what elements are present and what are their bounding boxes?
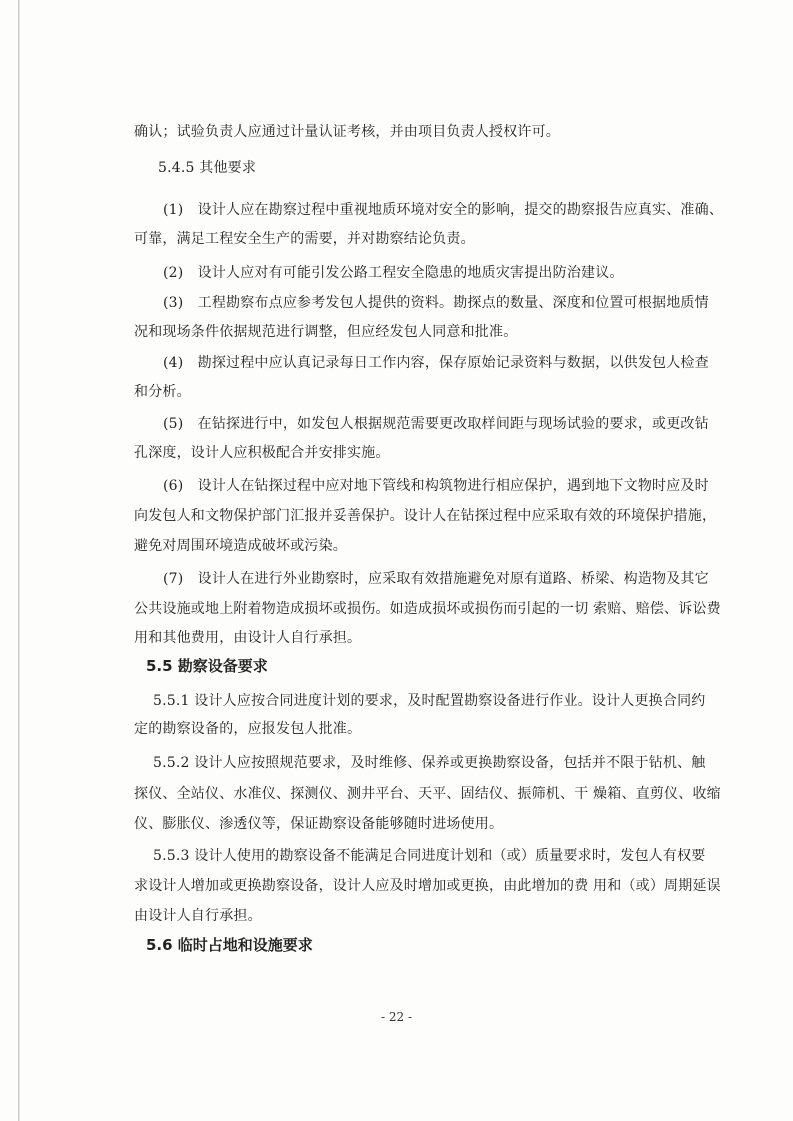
text-line: 况和现场条件依据规范进行调整，但应经发包人同意和批准。 — [134, 324, 518, 340]
text-line: 探仪、全站仪、水准仪、探测仪、测井平台、天平、固结仪、振筛机、干 燥箱、直剪仪、收缩 — [134, 786, 721, 802]
text-line: 可靠，满足工程安全生产的需要，并对勘察结论负责。 — [134, 231, 475, 247]
text-line: 确认；试验负责人应通过计量认证考核，并由项目负责人授权许可。 — [134, 124, 560, 140]
scan-edge-shadow — [18, 0, 20, 1121]
text-line: 仪、膨胀仪、渗透仪等，保证勘察设备能够随时进场使用。 — [134, 816, 504, 832]
text-line: 避免对周围环境造成破坏或污染。 — [134, 538, 347, 554]
text-line: 求设计人增加或更换勘察设备，设计人应及时增加或更换，由此增加的费 用和（或）周期延误 — [134, 878, 721, 894]
text-line: 定的勘察设备的，应报发包人批准。 — [134, 721, 362, 737]
section-heading-5-5: 5.5 勘察设备要求 — [146, 657, 268, 675]
text-line: 向发包人和文物保护部门汇报并妥善保护。设计人在钻探过程中应采取有效的环境保护措施， — [134, 508, 717, 524]
text-line: (5) 在钻探进行中，如发包人根据规范需要更改取样间距与现场试验的要求，或更改钻 — [163, 416, 709, 432]
text-line: 5.5.1 设计人应按合同进度计划的要求，及时配置勘察设备进行作业。设计人更换合同约 — [153, 693, 706, 709]
text-line: 和分析。 — [134, 384, 191, 400]
text-line: (1) 设计人应在勘察过程中重视地质环境对安全的影响，提交的勘察报告应真实、准确、 — [163, 202, 724, 218]
text-line: (2) 设计人应对有可能引发公路工程安全隐患的地质灾害提出防治建议。 — [163, 265, 624, 281]
text-line: 5.5.2 设计人应按照规范要求，及时维修、保养或更换勘察设备，包括并不限于钻机、触 — [153, 755, 706, 771]
page-number: - 22 - — [380, 1010, 412, 1024]
text-line: (3) 工程勘察布点应参考发包人提供的资料。勘探点的数量、深度和位置可根据地质情 — [163, 295, 709, 311]
subsection-title-5-4-5: 5.4.5 其他要求 — [158, 160, 257, 176]
text-line: (4) 勘探过程中应认真记录每日工作内容，保存原始记录资料与数据，以供发包人检查 — [163, 355, 709, 371]
text-line: 由设计人自行承担。 — [134, 908, 262, 924]
text-line: (6) 设计人在钻探过程中应对地下管线和构筑物进行相应保护，遇到地下文物时应及时 — [163, 478, 709, 494]
text-line: 公共设施或地上附着物造成损坏或损伤。如造成损坏或损伤而引起的一切 索赔、赔偿、诉讼费 — [134, 601, 721, 617]
section-heading-5-6: 5.6 临时占地和设施要求 — [146, 936, 313, 954]
text-line: (7) 设计人在进行外业勘察时，应采取有效措施避免对原有道路、桥梁、构造物及其它 — [163, 571, 709, 587]
text-line: 用和其他费用，由设计人自行承担。 — [134, 630, 362, 646]
text-line: 5.5.3 设计人使用的勘察设备不能满足合同进度计划和（或）质量要求时，发包人有权要 — [153, 848, 706, 864]
text-line: 孔深度，设计人应积极配合并安排实施。 — [134, 445, 390, 461]
